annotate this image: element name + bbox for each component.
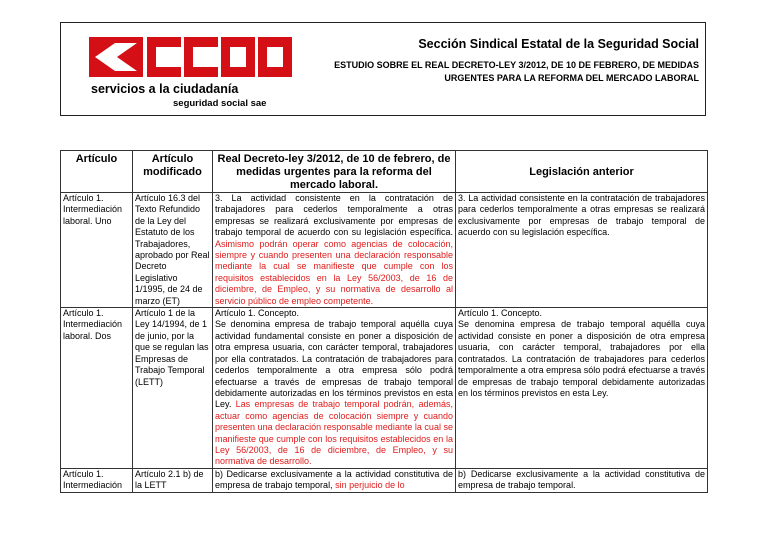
- ccoo-emblem-icon: [89, 37, 143, 77]
- cell-anterior: 3. La actividad consistente en la contratación de trabajadores para cederlos temporalmente a otras empresas se realizará exclusivamente por empresas de trabajo temporal de acuerdo con su legislación específica.: [456, 193, 708, 308]
- header-anterior-label: Legislación anterior: [529, 166, 634, 178]
- logo-subtagline: seguridad social sae: [173, 98, 267, 109]
- cell-articulo: Artículo 1. Intermediación laboral. Uno: [61, 193, 133, 308]
- header-articulo: Artículo: [61, 151, 133, 193]
- cell-modificado: Artículo 16.3 del Texto Refundido de la Ley del Estatuto de los Trabajadores, aprobado por Real Decreto Legislativo 1/1995, de 24 de marzo (ET): [133, 193, 213, 308]
- table-row: [61, 193, 708, 308]
- table-row: [61, 308, 708, 469]
- rdl-new-text: sin perjuicio de lo: [335, 480, 405, 491]
- cell-rdl: [213, 468, 456, 492]
- cell-rdl: [213, 193, 456, 308]
- table-row: [61, 468, 708, 492]
- rdl-new-text: Asimismo podrán operar como agencias de colocación, siempre y cuando presenten una declaración responsable mediante la cual se manifieste que cumple con los requisitos establecidos en la Ley 56/2003, de 16 de diciembre, de Empleo, y su normativa de desarrollo al servicio público de empleo competente.: [215, 238, 453, 306]
- rdl-new-text: Las empresas de trabajo temporal podrán, además, actuar como agencias de colocación siempre y cuando presenten una declaración responsable mediante la cual se manifieste que cumple con los requisitos establecidos en la Ley 56/2003, de 16 de diciembre, de Empleo, y su normativa de desarrollo.: [215, 399, 453, 467]
- logo-tagline: servicios a la ciudadanía: [91, 82, 239, 96]
- table-header-row: [61, 151, 708, 193]
- rdl-text: Se denomina empresa de trabajo temporal aquélla cuya actividad fundamental consiste en poner a disposición de otra empresa usuaria, con carácter temporal, trabajadores por ella contratados. La contratación de trabajadores para cederlos temporalmente a otra empresa sólo podrá efectuarse a través de empresas de trabajo temporal debidamente autorizadas en los términos previstos en esta Ley.: [215, 319, 453, 410]
- anterior-text: Se denomina empresa de trabajo temporal aquélla cuya actividad consiste en poner a disposición de otra empresa usuaria, con carácter temporal, trabajadores por ella contratados. La contratación de trabajadores para cederlos temporalmente a otra empresa sólo podrá efectuarse a través de empresas de trabajo temporal debidamente autorizadas en los términos previstos en esta Ley.: [458, 319, 705, 398]
- document-header: [60, 22, 706, 116]
- header-anterior: [456, 151, 708, 193]
- rdl-heading: Artículo 1. Concepto.: [215, 308, 300, 319]
- comparison-table: [60, 150, 708, 493]
- page-title: Sección Sindical Estatal de la Seguridad Social: [418, 37, 699, 51]
- cell-rdl: [213, 308, 456, 469]
- cell-articulo: Artículo 1. Intermediación: [61, 468, 133, 492]
- anterior-heading: Artículo 1. Concepto.: [458, 308, 543, 319]
- rdl-text: 3. La actividad consistente en la contratación de trabajadores para cederlos temporalmente a otras empresas se realizará exclusivamente por empresas de trabajo temporal de acuerdo con su legislación específica.: [215, 193, 453, 238]
- cell-articulo: Artículo 1. Intermediación laboral. Dos: [61, 308, 133, 469]
- rdl-text: b) Dedicarse exclusivamente a la actividad constitutiva de empresa de trabajo temporal,: [215, 468, 453, 491]
- cell-anterior: b) Dedicarse exclusivamente a la actividad constitutiva de empresa de trabajo temporal.: [456, 468, 708, 492]
- cell-anterior: [456, 308, 708, 469]
- cell-modificado: Artículo 2.1 b) de la LETT: [133, 468, 213, 492]
- ccoo-wordmark: [147, 37, 292, 77]
- ccoo-logo: [89, 37, 299, 107]
- header-rdl: Real Decreto-ley 3/2012, de 10 de febrero, de medidas urgentes para la reforma del mercado laboral.: [213, 151, 456, 193]
- header-modificado: Artículo modificado: [133, 151, 213, 193]
- page-subtitle: ESTUDIO SOBRE EL REAL DECRETO-LEY 3/2012, DE 10 DE FEBRERO, DE MEDIDAS URGENTES PARA LA REFORMA DEL MERCADO LABORAL: [334, 60, 699, 83]
- cell-modificado: Artículo 1 de la Ley 14/1994, de 1 de junio, por la que se regulan las Empresas de Trabajo Temporal (LETT): [133, 308, 213, 469]
